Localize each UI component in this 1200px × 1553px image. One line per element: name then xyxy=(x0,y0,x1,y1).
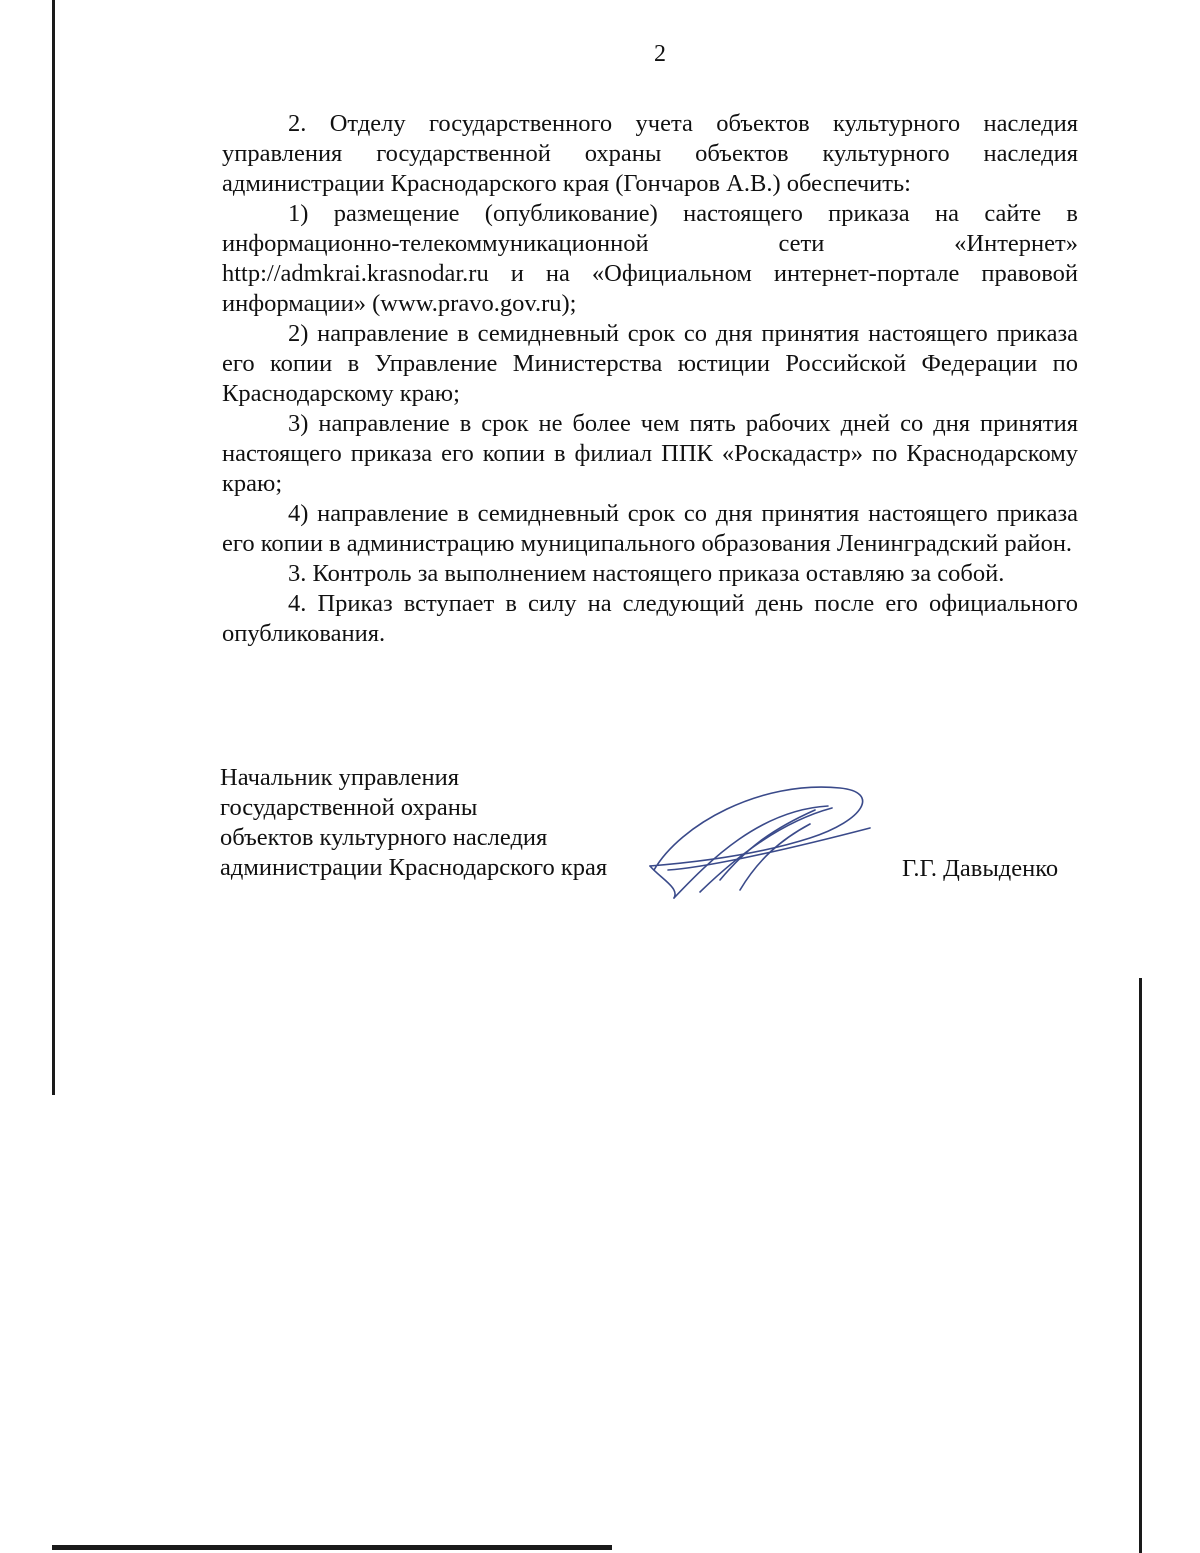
signature-icon xyxy=(640,770,880,910)
paragraph-item-2: 2. Отделу государственного учета объектов культурного наследия управления государственной охраны объектов культурного наследия администрации Краснодарского края (Гончаров А.В.) обеспечить: xyxy=(222,110,1078,197)
scan-edge-bottom xyxy=(52,1545,612,1550)
position-line: Начальник управления xyxy=(220,764,459,791)
position-line: администрации Краснодарского края xyxy=(220,854,608,881)
scan-edge-right xyxy=(1139,978,1142,1553)
scan-edge-left xyxy=(52,0,55,1095)
paragraph-subitem-1: 1) размещение (опубликование) настоящего приказа на сайте в информационно-телекоммуникационной сети «Интернет» http://admkrai.krasnodar.ru и на «Официальном интернет-портале правовой информации» (www.pravo.gov.ru); xyxy=(222,200,1078,317)
signatory-name: Г.Г. Давыденко xyxy=(902,855,1059,882)
paragraph-subitem-2: 2) направление в семидневный срок со дня принятия настоящего приказа его копии в Управление Министерства юстиции Российской Федерации по Краснодарскому краю; xyxy=(222,320,1078,407)
paragraph-item-4: 4. Приказ вступает в силу на следующий день после его официального опубликования. xyxy=(222,590,1078,647)
position-line: объектов культурного наследия xyxy=(220,824,548,851)
document-body xyxy=(222,109,1078,649)
page-number: 2 xyxy=(654,41,666,67)
paragraph-subitem-3: 3) направление в срок не более чем пять рабочих дней со дня принятия настоящего приказа его копии в филиал ППК «Роскадастр» по Краснодарскому краю; xyxy=(222,410,1078,497)
position-line: государственной охраны xyxy=(220,794,478,821)
paragraph-item-3: 3. Контроль за выполнением настоящего приказа оставляю за собой. xyxy=(288,560,1005,587)
paragraph-subitem-4: 4) направление в семидневный срок со дня принятия настоящего приказа его копии в администрацию муниципального образования Ленинградский район. xyxy=(222,500,1078,557)
signatory-position xyxy=(220,763,607,883)
